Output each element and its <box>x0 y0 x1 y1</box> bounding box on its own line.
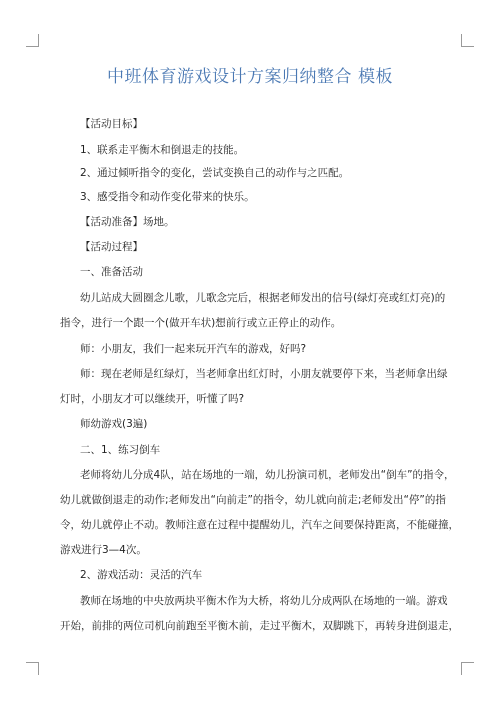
paragraph-line: 师幼游戏(3遍) <box>80 418 148 430</box>
paragraph-line: 灯时，小朋友才可以继续开，听懂了吗? <box>60 393 245 405</box>
paragraph-line: 指令，进行一个跟一个(做开车状)想前行或立正停止的动作。 <box>60 317 342 329</box>
section-heading-process: 【活动过程】 <box>80 241 143 253</box>
document-title: 中班体育游戏设计方案归纳整合 模板 <box>107 67 393 87</box>
section-heading-preparation: 【活动准备】场地。 <box>80 216 175 228</box>
paragraph-line: 令，幼儿就停止不动。教师注意在过程中提醒幼儿，汽车之间要保持距离，不能碰撞， <box>60 519 459 531</box>
paragraph-line: 老师将幼儿分成4队，站在场地的一端，幼儿扮演司机，老师发出“倒车”的指令， <box>80 469 455 481</box>
step-heading-reverse: 二、1、练习倒车 <box>80 444 161 456</box>
paragraph-line: 教师在场地的中央放两块平衡木作为大桥，将幼儿分成两队在场地的一端。游戏 <box>80 595 448 607</box>
paragraph-line: 幼儿站成大圆圈念儿歌，儿歌念完后，根据老师发出的信号(绿灯亮或红灯亮)的 <box>80 292 446 304</box>
paragraph-line: 师：小朋友，我们一起来玩开汽车的游戏，好吗? <box>80 343 307 355</box>
paragraph-line: 师：现在老师是红绿灯，当老师拿出红灯时，小朋友就要停下来，当老师拿出绿 <box>80 368 448 380</box>
section-heading-objectives: 【活动目标】 <box>80 118 143 130</box>
crop-mark-top-right <box>461 34 474 47</box>
paragraph-line: 游戏进行3—4次。 <box>60 544 147 556</box>
step-heading-game: 2、游戏活动：灵活的汽车 <box>80 569 203 581</box>
step-heading-warmup: 一、准备活动 <box>80 266 143 278</box>
crop-mark-top-left <box>26 34 39 47</box>
paragraph-line: 开始，前排的两位司机向前跑至平衡木前，走过平衡木，双脚跳下，再转身进倒退走， <box>60 620 459 632</box>
objective-2: 2、通过倾听指令的变化，尝试变换自己的动作与之匹配。 <box>80 167 350 179</box>
crop-mark-bottom-left <box>26 662 39 675</box>
objective-3: 3、感受指令和动作变化带来的快乐。 <box>80 191 255 203</box>
objective-1: 1、联系走平衡木和倒退走的技能。 <box>80 144 245 156</box>
paragraph-line: 幼儿就做倒退走的动作;老师发出“向前走”的指令，幼儿就向前走;老师发出“停”的指 <box>60 494 446 506</box>
crop-mark-bottom-right <box>461 662 474 675</box>
